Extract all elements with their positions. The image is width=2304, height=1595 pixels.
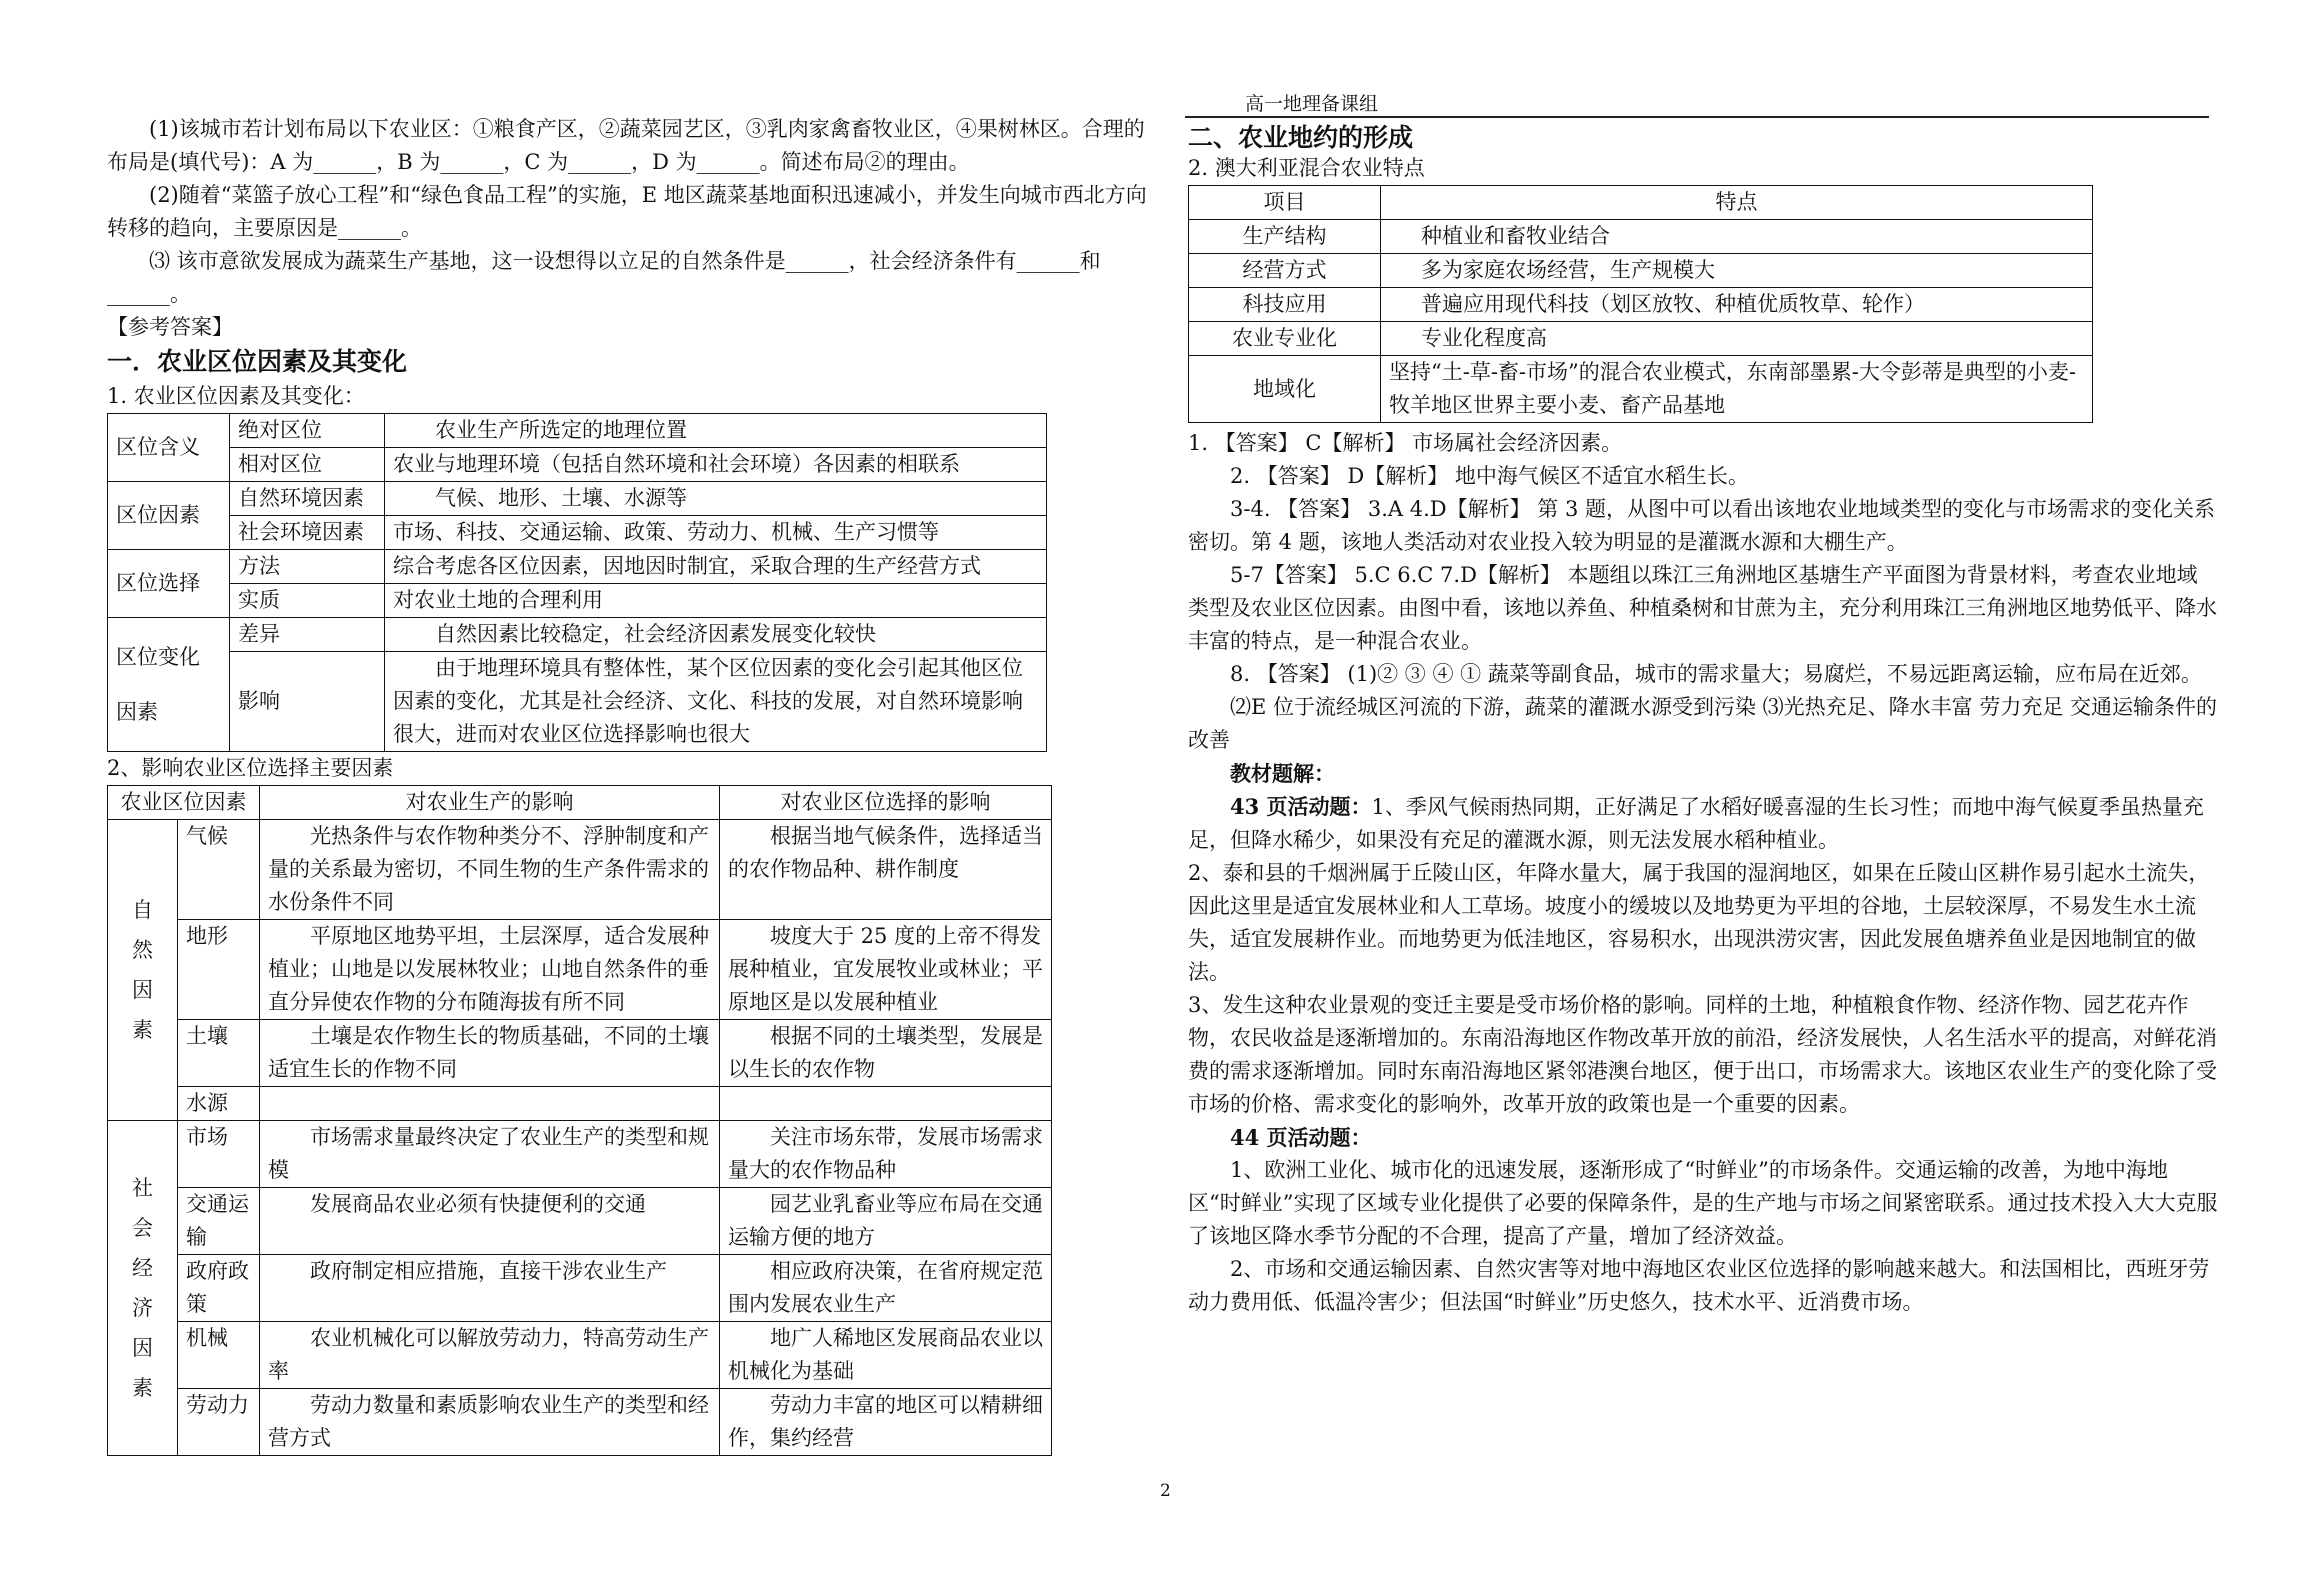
factor-group-cell: 社会经济因素 <box>108 1121 178 1456</box>
page-43-item-1: 1、季风气候雨热同期，正好满足了水稻好暖喜湿的生长习性；而地中海气候夏季虽热量充足，但降水稀少，如果没有充足的灌溉水源，则无法发展水稻种植业。 <box>1188 795 2204 852</box>
table-row <box>108 1389 1052 1456</box>
feature-cell: 坚持“土-草-畜-市场”的混合农业模式，东南部墨累-大令彭蒂是典型的小麦-牧羊地区世界主要小麦、畜产品基地 <box>1381 356 2093 423</box>
table-row <box>108 920 1052 1020</box>
group-cell-line-2: 因素 <box>116 699 158 724</box>
table-row <box>108 820 1052 920</box>
factor-cell: 政府政策 <box>178 1255 260 1322</box>
value-cell: 由于地理环境具有整体性，某个区位因素的变化会引起其他区位因素的变化，尤其是社会经济、文化、科技的发展，对自然环境影响很大，进而对农业区位选择影响也很大 <box>385 652 1047 752</box>
influence-cell: 农业机械化可以解放劳动力，特高劳动生产率 <box>260 1322 720 1389</box>
right-column <box>1188 120 2218 1319</box>
selection-cell: 相应政府决策，在省府规定范围内发展农业生产 <box>720 1255 1052 1322</box>
value-cell: 市场、科技、交通运输、政策、劳动力、机械、生产习惯等 <box>385 516 1047 550</box>
selection-cell: 关注市场东带，发展市场需求量大的农作物品种 <box>720 1121 1052 1188</box>
influence-cell: 平原地区地势平坦，土层深厚，适合发展种植业；山地是以发展林牧业；山地自然条件的垂直分异使农作物的分布随海拔有所不同 <box>260 920 720 1020</box>
textbook-solutions-title: 教材题解： <box>1230 761 1335 786</box>
feature-cell: 普遍应用现代科技（划区放牧、种植优质牧草、轮作） <box>1381 288 2093 322</box>
feature-cell: 种植业和畜牧业结合 <box>1381 220 2093 254</box>
table-row <box>108 1087 1052 1121</box>
selection-cell: 根据不同的土壤类型，发展是以生长的农作物 <box>720 1020 1052 1087</box>
header-cell: 对农业生产的影响 <box>260 786 720 820</box>
selection-cell: 根据当地气候条件，选择适当的农作物品种、耕作制度 <box>720 820 1052 920</box>
influence-cell: 市场需求量最终决定了农业生产的类型和规模 <box>260 1121 720 1188</box>
value-cell: 农业与地理环境（包括自然环境和社会环境）各因素的相联系 <box>385 448 1047 482</box>
answer-1: 1. 【答案】 C【解析】 市场属社会经济因素。 <box>1188 431 1623 455</box>
factor-cell: 劳动力 <box>178 1389 260 1456</box>
group-cell-line-1: 区位变化 <box>116 644 200 669</box>
table-row <box>1189 220 2093 254</box>
item-cell: 农业专业化 <box>1189 322 1381 356</box>
question-1: (1)该城市若计划布局以下农业区：①粮食产区，②蔬菜园艺区，③乳肉家禽畜牧业区，④果树林区。合理的布局是(填代号)：A 为______，B 为______，C 为______，D 为______。简述布局②的理由。 <box>107 117 1145 174</box>
answer-8-cont: ⑵E 位于流经城区河流的下游，蔬菜的灌溉水源受到污染 ⑶光热充足、降水丰富 劳力充足 交通运输条件的改善 <box>1188 695 2218 752</box>
influence-cell: 土壤是农作物生长的物质基础，不同的土壤适宜生长的作物不同 <box>260 1020 720 1087</box>
header-cell: 对农业区位选择的影响 <box>720 786 1052 820</box>
page-header <box>1185 84 2209 118</box>
selection-cell: 园艺业乳畜业等应布局在交通运输方便的地方 <box>720 1188 1052 1255</box>
factor-cell: 土壤 <box>178 1020 260 1087</box>
factor-cell: 地形 <box>178 920 260 1020</box>
table-2-caption: 2、影响农业区位选择主要因素 <box>107 756 394 780</box>
table-row <box>108 1322 1052 1389</box>
group-cell: 区位含义 <box>108 414 230 482</box>
reference-answer-label: 【参考答案】 <box>107 315 233 339</box>
value-cell: 气候、地形、土壤、水源等 <box>385 482 1047 516</box>
group-cell <box>108 618 230 752</box>
page-43-activity <box>1188 790 2218 857</box>
header-cell: 农业区位因素 <box>108 786 260 820</box>
selection-cell: 地广人稀地区发展商品农业以机械化为基础 <box>720 1322 1052 1389</box>
table-row <box>108 1255 1052 1322</box>
value-cell: 综合考虑各区位因素，因地因时制宜，采取合理的生产经营方式 <box>385 550 1047 584</box>
table-row <box>1189 356 2093 423</box>
answer-8: 8. 【答案】 (1)② ③ ④ ① 蔬菜等副食品，城市的需求量大；易腐烂，不易远距离运输，应布局在近郊。 <box>1230 662 2202 686</box>
key-cell: 相对区位 <box>230 448 385 482</box>
location-factors-table <box>107 413 1047 752</box>
table-row <box>1189 288 2093 322</box>
value-cell: 农业生产所选定的地理位置 <box>385 414 1047 448</box>
question-3: ⑶ 该市意欲发展成为蔬菜生产基地，这一设想得以立足的自然条件是______，社会经济条件有______和______。 <box>107 249 1101 306</box>
influence-cell: 发展商品农业必须有快捷便利的交通 <box>260 1188 720 1255</box>
mixed-farming-table <box>1188 185 2093 423</box>
feature-cell: 专业化程度高 <box>1381 322 2093 356</box>
factor-cell: 机械 <box>178 1322 260 1389</box>
factor-cell: 水源 <box>178 1087 260 1121</box>
factor-cell: 气候 <box>178 820 260 920</box>
influence-cell <box>260 1087 720 1121</box>
feature-cell: 多为家庭农场经营，生产规模大 <box>1381 254 2093 288</box>
item-cell: 经营方式 <box>1189 254 1381 288</box>
influence-cell: 政府制定相应措施，直接干涉农业生产 <box>260 1255 720 1322</box>
section-2-title: 二、农业地约的形成 <box>1188 123 1414 152</box>
page-44-item-1: 1、欧洲工业化、城市化的迅速发展，逐渐形成了“时鲜业”的市场条件。交通运输的改善，为地中海地区“时鲜业”实现了区域专业化提供了必要的保障条件，是的生产地与市场之间紧密联系。通过技术投入大大克服了该地区降水季节分配的不合理，提高了产量，增加了经济效益。 <box>1188 1158 2218 1248</box>
key-cell: 方法 <box>230 550 385 584</box>
answer-5-7: 5-7【答案】 5.C 6.C 7.D【解析】 本题组以珠江三角洲地区基塘生产平面图为背景材料，考查农业地域类型及农业区位因素。由图中看，该地以养鱼、种植桑树和甘蔗为主，充分利用珠江三角洲地区地势低平、降水丰富的特点，是一种混合农业。 <box>1188 563 2217 653</box>
item-cell: 科技应用 <box>1189 288 1381 322</box>
key-cell: 实质 <box>230 584 385 618</box>
factor-cell: 市场 <box>178 1121 260 1188</box>
group-cell: 区位因素 <box>108 482 230 550</box>
section-1-title: 一．农业区位因素及其变化 <box>107 347 408 376</box>
item-cell: 生产结构 <box>1189 220 1381 254</box>
page-43-item-3: 3、发生这种农业景观的变迁主要是受市场价格的影响。同样的土地，种植粮食作物、经济作物、园艺花卉作物，农民收益是逐渐增加的。东南沿海地区作物改革开放的前沿，经济发展快，人名生活水平的提高，对鲜花消费的需求逐渐增加。同时东南沿海地区紧邻港澳台地区，便于出口，市场需求大。该地区农业生产的变化除了受市场的价格、需求变化的影响外，改革开放的政策也是一个重要的因素。 <box>1188 993 2217 1116</box>
influence-cell: 劳动力数量和素质影响农业生产的类型和经营方式 <box>260 1389 720 1456</box>
page-44-item-2: 2、市场和交通运输因素、自然灾害等对地中海地区农业区位选择的影响越来越大。和法国相比，西班牙劳动力费用低、低温冷害少；但法国“时鲜业”历史悠久，技术水平、近消费市场。 <box>1188 1257 2210 1314</box>
selection-cell <box>720 1087 1052 1121</box>
table-row <box>108 1188 1052 1255</box>
answer-3-4: 3-4. 【答案】 3.A 4.D【解析】 第 3 题，从图中可以看出该地农业地域类型的变化与市场需求的变化关系密切。第 4 题，该地人类活动对农业投入较为明显的是灌溉水源和大棚生产。 <box>1188 497 2215 554</box>
factor-influence-table <box>107 785 1052 1456</box>
table-row <box>1189 322 2093 356</box>
table-3-caption: 2. 澳大利亚混合农业特点 <box>1188 156 1425 180</box>
table-row <box>108 1020 1052 1087</box>
value-cell: 自然因素比较稳定，社会经济因素发展变化较快 <box>385 618 1047 652</box>
item-cell: 地域化 <box>1189 356 1381 423</box>
header-title: 高一地理备课组 <box>1245 93 1379 115</box>
key-cell: 差异 <box>230 618 385 652</box>
header-cell: 特点 <box>1381 186 2093 220</box>
key-cell: 影响 <box>230 652 385 752</box>
factor-group-cell: 自然因素 <box>108 820 178 1121</box>
page-44-label: 44 页活动题： <box>1230 1125 1372 1150</box>
key-cell: 社会环境因素 <box>230 516 385 550</box>
question-2: (2)随着“菜篮子放心工程”和“绿色食品工程”的实施，E 地区蔬菜基地面积迅速减小，并发生向城市西北方向转移的趋向，主要原因是______。 <box>107 183 1147 240</box>
answer-2: 2. 【答案】 D【解析】 地中海气候区不适宜水稻生长。 <box>1230 464 1749 488</box>
left-column <box>107 113 1147 1456</box>
header-cell: 项目 <box>1189 186 1381 220</box>
table-row <box>108 1121 1052 1188</box>
selection-cell: 坡度大于 25 度的上帝不得发展种植业，宜发展牧业或林业；平原地区是以发展种植业 <box>720 920 1052 1020</box>
table-row <box>1189 254 2093 288</box>
page-43-item-2: 2、泰和县的千烟洲属于丘陵山区，年降水量大，属于我国的湿润地区，如果在丘陵山区耕作易引起水土流失，因此这里是适宜发展林业和人工草场。坡度小的缓坡以及地势更为平坦的谷地，土层较深厚，不易发生水土流失，适宜发展耕作业。而地势更为低洼地区，容易积水，出现洪涝灾害，因此发展鱼塘养鱼业是因地制宜的做法。 <box>1188 861 2210 984</box>
selection-cell: 劳动力丰富的地区可以精耕细作，集约经营 <box>720 1389 1052 1456</box>
key-cell: 自然环境因素 <box>230 482 385 516</box>
group-cell: 区位选择 <box>108 550 230 618</box>
value-cell: 对农业土地的合理利用 <box>385 584 1047 618</box>
key-cell: 绝对区位 <box>230 414 385 448</box>
factor-cell: 交通运输 <box>178 1188 260 1255</box>
page-43-label: 43 页活动题： <box>1230 794 1372 819</box>
influence-cell: 光热条件与农作物种类分不、浮肿制度和产量的关系最为密切，不同生物的生产条件需求的水份条件不同 <box>260 820 720 920</box>
table-1-caption: 1. 农业区位因素及其变化： <box>107 384 365 408</box>
page-number: 2 <box>1160 1481 1171 1501</box>
